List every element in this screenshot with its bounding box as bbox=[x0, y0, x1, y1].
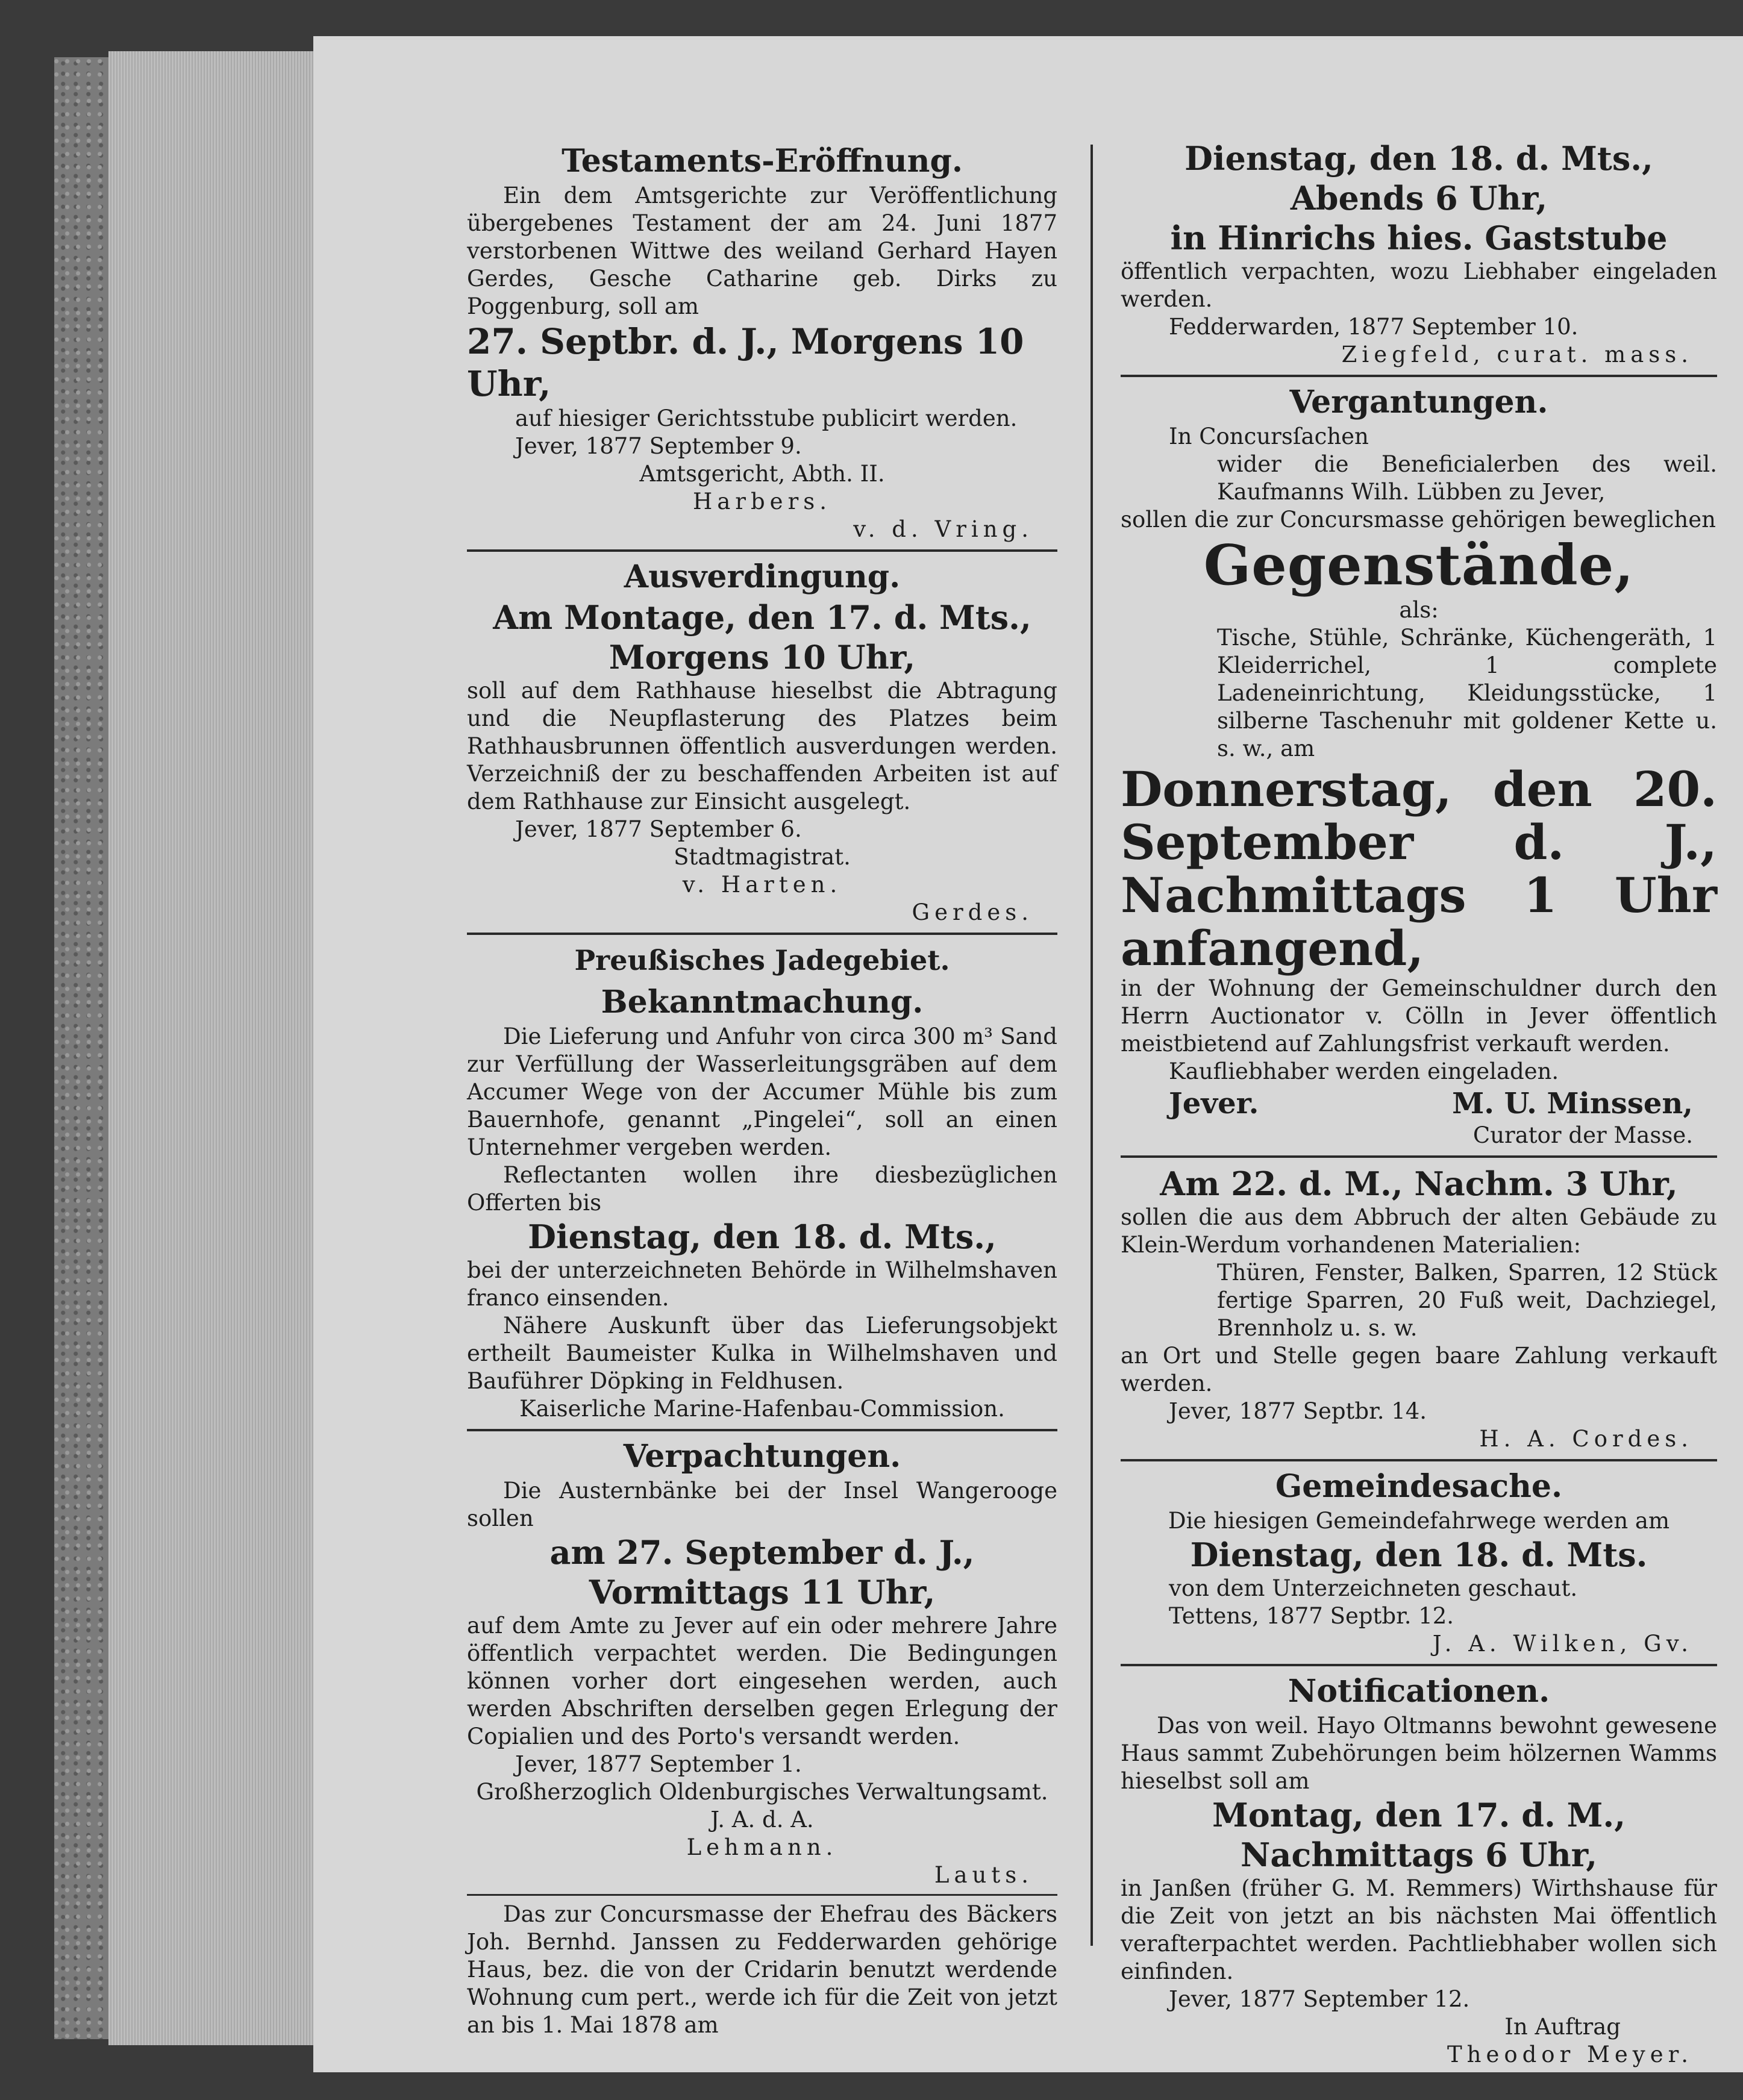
notice-concurs bbox=[467, 1901, 1057, 2039]
notice-date: Am Montage, den 17. d. Mts., bbox=[493, 598, 1031, 637]
notice-testament bbox=[467, 142, 1057, 543]
notice-jadegebiet bbox=[467, 941, 1057, 1423]
notice-body: Die Lieferung und Anfuhr von circa 300 m³ Sand zur Verfüllung der Wasserleitungsgräben auf dem Accumer Wege von der Accumer Mühle bis zum Bauernhofe, genannt „Pingelei“, soll an einen Unternehmer vergeben werden. bbox=[467, 1023, 1057, 1160]
notice-signature-2: Lauts. bbox=[934, 1862, 1033, 1888]
divider bbox=[467, 549, 1057, 552]
notice-signature-row bbox=[1121, 1086, 1717, 1122]
notice-body: Die hiesigen Gemeindefahrwege werden am bbox=[1168, 1508, 1670, 1534]
notice-body-2: von dem Unterzeichneten geschaut. bbox=[1169, 1575, 1578, 1601]
notice-office: Amtsgericht, Abth. II. bbox=[639, 461, 885, 487]
notice-body: Die Austernbänke bei der Insel Wangerooge sollen bbox=[467, 1478, 1057, 1531]
notice-office: Großherzoglich Oldenburgisches Verwaltungsamt. bbox=[476, 1779, 1048, 1805]
notice-date: 27. Septbr. d. J., Morgens 10 Uhr, bbox=[467, 321, 1024, 404]
notice-line-3: sollen die zur Concursmasse gehörigen beweglichen bbox=[1121, 507, 1716, 533]
notice-body: Ein dem Amtsgerichte zur Veröffentlichung übergebenes Testament der am 24. Juni 1877 verstorbenen Wittwe des weiland Gerhard Hayen Gerdes, Gesche Catharine geb. Dirks zu Poggenburg, soll am bbox=[467, 183, 1057, 319]
notice-als: als: bbox=[1399, 597, 1439, 623]
divider bbox=[467, 933, 1057, 935]
notice-date: Montag, den 17. d. M., bbox=[1212, 1796, 1626, 1834]
notice-body: öffentlich verpachten, wozu Liebhaber eingeladen werden. bbox=[1121, 258, 1717, 312]
divider bbox=[1121, 375, 1717, 377]
divider bbox=[1121, 1664, 1717, 1666]
book-spine bbox=[54, 57, 108, 2039]
notice-auftrag: In Auftrag bbox=[1504, 2014, 1621, 2040]
notice-line: In Concursſachen bbox=[1169, 423, 1369, 449]
notice-place: Jever. bbox=[1169, 1087, 1259, 1120]
divider bbox=[1121, 1155, 1717, 1158]
notice-body-2: in Janßen (früher G. M. Remmers) Wirthshause für die Zeit von jetzt an bis nächsten Mai öffentlich verafterpachtet werden. Pachtliebhaber wollen sich einfinden. bbox=[1121, 1875, 1717, 1984]
notice-heading: Ausverdingung. bbox=[624, 558, 901, 595]
notice-date: am 27. September d. J., bbox=[549, 1533, 975, 1572]
notice-signature: H. A. Cordes. bbox=[1479, 1426, 1693, 1452]
notice-body: soll auf dem Rathhause hieselbst die Abtragung und die Neupflasterung des Platzes beim Rathhausbrunnen öffentlich ausverdungen werden. Verzeichniß der zu beschaffenden Arbeiten ist auf dem Rathhause zur Einsicht ausgelegt. bbox=[467, 678, 1057, 814]
notice-office: Kaiserliche Marine-Hafenbau-Commission. bbox=[519, 1396, 1005, 1422]
divider bbox=[1121, 1459, 1717, 1461]
divider bbox=[467, 1429, 1057, 1431]
notice-place: Tettens, 1877 Septbr. 12. bbox=[1169, 1603, 1454, 1629]
notice-date: Dienstag, den 18. d. Mts., bbox=[1184, 139, 1653, 178]
notice-signature: Lehmann. bbox=[686, 1834, 838, 1860]
notice-body: Das von weil. Hayo Oltmanns bewohnt gewesene Haus sammt Zubehörungen beim hölzernen Wamms hieselbst soll am bbox=[1121, 1713, 1717, 1794]
notice-tail: auf hiesiger Gerichtsstube publicirt werden. bbox=[515, 405, 1018, 431]
notice-venue: in Hinrichs hies. Gaststube bbox=[1170, 219, 1668, 257]
notice-body-2: an Ort und Stelle gegen baare Zahlung verkauft werden. bbox=[1121, 1343, 1717, 1396]
newspaper-page bbox=[313, 36, 1743, 2072]
notice-signature-2: Gerdes. bbox=[912, 899, 1033, 925]
notice-time: Nachmittags 6 Uhr, bbox=[1240, 1836, 1598, 1874]
notice-place: Jever, 1877 September 12. bbox=[1169, 1986, 1470, 2012]
notice-signature: v. Harten. bbox=[682, 872, 842, 898]
notice-body-4: Nähere Auskunft über das Lieferungsobjekt ertheilt Baumeister Kulka in Wilhelmshaven und Bauführer Döpking in Feldhusen. bbox=[467, 1313, 1057, 1394]
notice-body-2: Reflectanten wollen ihre diesbezüglichen Offerten bis bbox=[467, 1162, 1057, 1216]
notice-body: sollen die aus dem Abbruch der alten Gebäude zu Klein-Werdum vorhandenen Materialien: bbox=[1121, 1204, 1717, 1258]
notice-body-3: bei der unterzeichneten Behörde in Wilhelmshaven franco einsenden. bbox=[467, 1257, 1057, 1311]
notice-signature: Harbers. bbox=[692, 489, 832, 514]
notice-dienstag bbox=[1121, 139, 1717, 369]
notice-signature: M. U. Minssen, bbox=[1452, 1087, 1693, 1120]
notice-line-2: wider die Beneficialerben des weil. Kaufmanns Wilh. Lübben zu Jever, bbox=[1217, 451, 1717, 505]
notice-heading: Preußisches Jadegebiet. bbox=[574, 944, 950, 977]
notice-gemeinde bbox=[1121, 1467, 1717, 1658]
notice-title-big: Gegenstände, bbox=[1203, 533, 1635, 598]
notice-signature-2: v. d. Vring. bbox=[853, 516, 1033, 542]
notice-signature: Theodor Meyer. bbox=[1447, 2042, 1693, 2067]
notice-signature: J. A. Wilken, Gv. bbox=[1432, 1631, 1693, 1657]
notice-place: Jever, 1877 Septbr. 14. bbox=[1169, 1398, 1427, 1424]
divider bbox=[467, 1894, 1057, 1896]
left-column bbox=[467, 139, 1057, 2039]
notice-place: Fedderwarden, 1877 September 10. bbox=[1169, 314, 1579, 340]
notice-time: Morgens 10 Uhr, bbox=[609, 638, 916, 677]
notice-abbruch bbox=[1121, 1164, 1717, 1453]
notice-heading: Vergantungen. bbox=[1289, 384, 1548, 420]
notice-office-2: J. A. d. A. bbox=[710, 1807, 814, 1833]
notice-heading: Verpachtungen. bbox=[623, 1438, 901, 1475]
notice-role: Curator der Masse. bbox=[1472, 1122, 1693, 1148]
notice-body: in der Wohnung der Gemeinschuldner durch den Herrn Auctionator v. Cölln in Jever öffentlich meistbietend auf Zahlungsfrist verkauft werden. bbox=[1121, 975, 1717, 1057]
notice-time: Abends 6 Uhr, bbox=[1290, 179, 1548, 217]
notice-office: Stadtmagistrat. bbox=[674, 844, 851, 870]
notice-signature: Ziegfeld, curat. mass. bbox=[1341, 342, 1693, 367]
notice-heading: Testaments-Eröffnung. bbox=[562, 143, 963, 180]
notice-body-2: Kaufliebhaber werden eingeladen. bbox=[1169, 1058, 1559, 1084]
notice-notifications bbox=[1121, 1672, 1717, 2069]
notice-list: Tische, Stühle, Schränke, Küchengeräth, 1 Kleiderrichel, 1 complete Ladeneinrichtung, Kleidungsstücke, 1 silberne Taschenuhr mit goldener Kette u. s. w., am bbox=[1217, 625, 1717, 761]
notice-ausverdingung bbox=[467, 558, 1057, 927]
notice-body-2: auf dem Amte zu Jever auf ein oder mehrere Jahre öffentlich verpachtet werden. Die Bedingungen können vorher dort eingesehen werden, auch werden Abschriften derselben gegen Erlegung der Copialien und des Porto's versandt werden. bbox=[467, 1613, 1057, 1749]
notice-date: Dienstag, den 18. d. Mts. bbox=[1190, 1536, 1648, 1574]
column-divider bbox=[1091, 145, 1093, 1946]
notice-date: Dienstag, den 18. d. Mts., bbox=[528, 1217, 997, 1256]
notice-date: Donnerstag, den 20. September d. J., Nachmittags 1 Uhr anfangend, bbox=[1121, 761, 1717, 977]
notice-heading: Notificationen. bbox=[1288, 1673, 1550, 1710]
notice-list: Thüren, Fenster, Balken, Sparren, 12 Stück fertige Sparren, 20 Fuß weit, Dachziegel, Brennholz u. s. w. bbox=[1217, 1260, 1717, 1341]
page-edges bbox=[108, 51, 313, 2045]
notice-place: Jever, 1877 September 9. bbox=[515, 433, 802, 459]
notice-vergantungen bbox=[1121, 383, 1717, 1149]
notice-body: Das zur Concursmasse der Ehefrau des Bäckers Joh. Bernhd. Janssen zu Fedderwarden gehörige Haus, bez. die von der Cridarin benutzt werdende Wohnung cum pert., werde ich für die Zeit von jetzt an bis 1. Mai 1878 am bbox=[467, 1901, 1057, 2038]
notice-heading: Gemeindesache. bbox=[1275, 1468, 1563, 1505]
notice-verpachtungen bbox=[467, 1437, 1057, 1889]
right-column bbox=[1121, 139, 1717, 2069]
notice-place: Jever, 1877 September 1. bbox=[515, 1751, 802, 1777]
notice-place: Jever, 1877 September 6. bbox=[515, 816, 802, 842]
notice-time: Vormittags 11 Uhr, bbox=[589, 1573, 936, 1611]
notice-date: Am 22. d. M., Nachm. 3 Uhr, bbox=[1160, 1164, 1678, 1203]
notice-subheading: Bekanntmachung. bbox=[601, 984, 924, 1020]
